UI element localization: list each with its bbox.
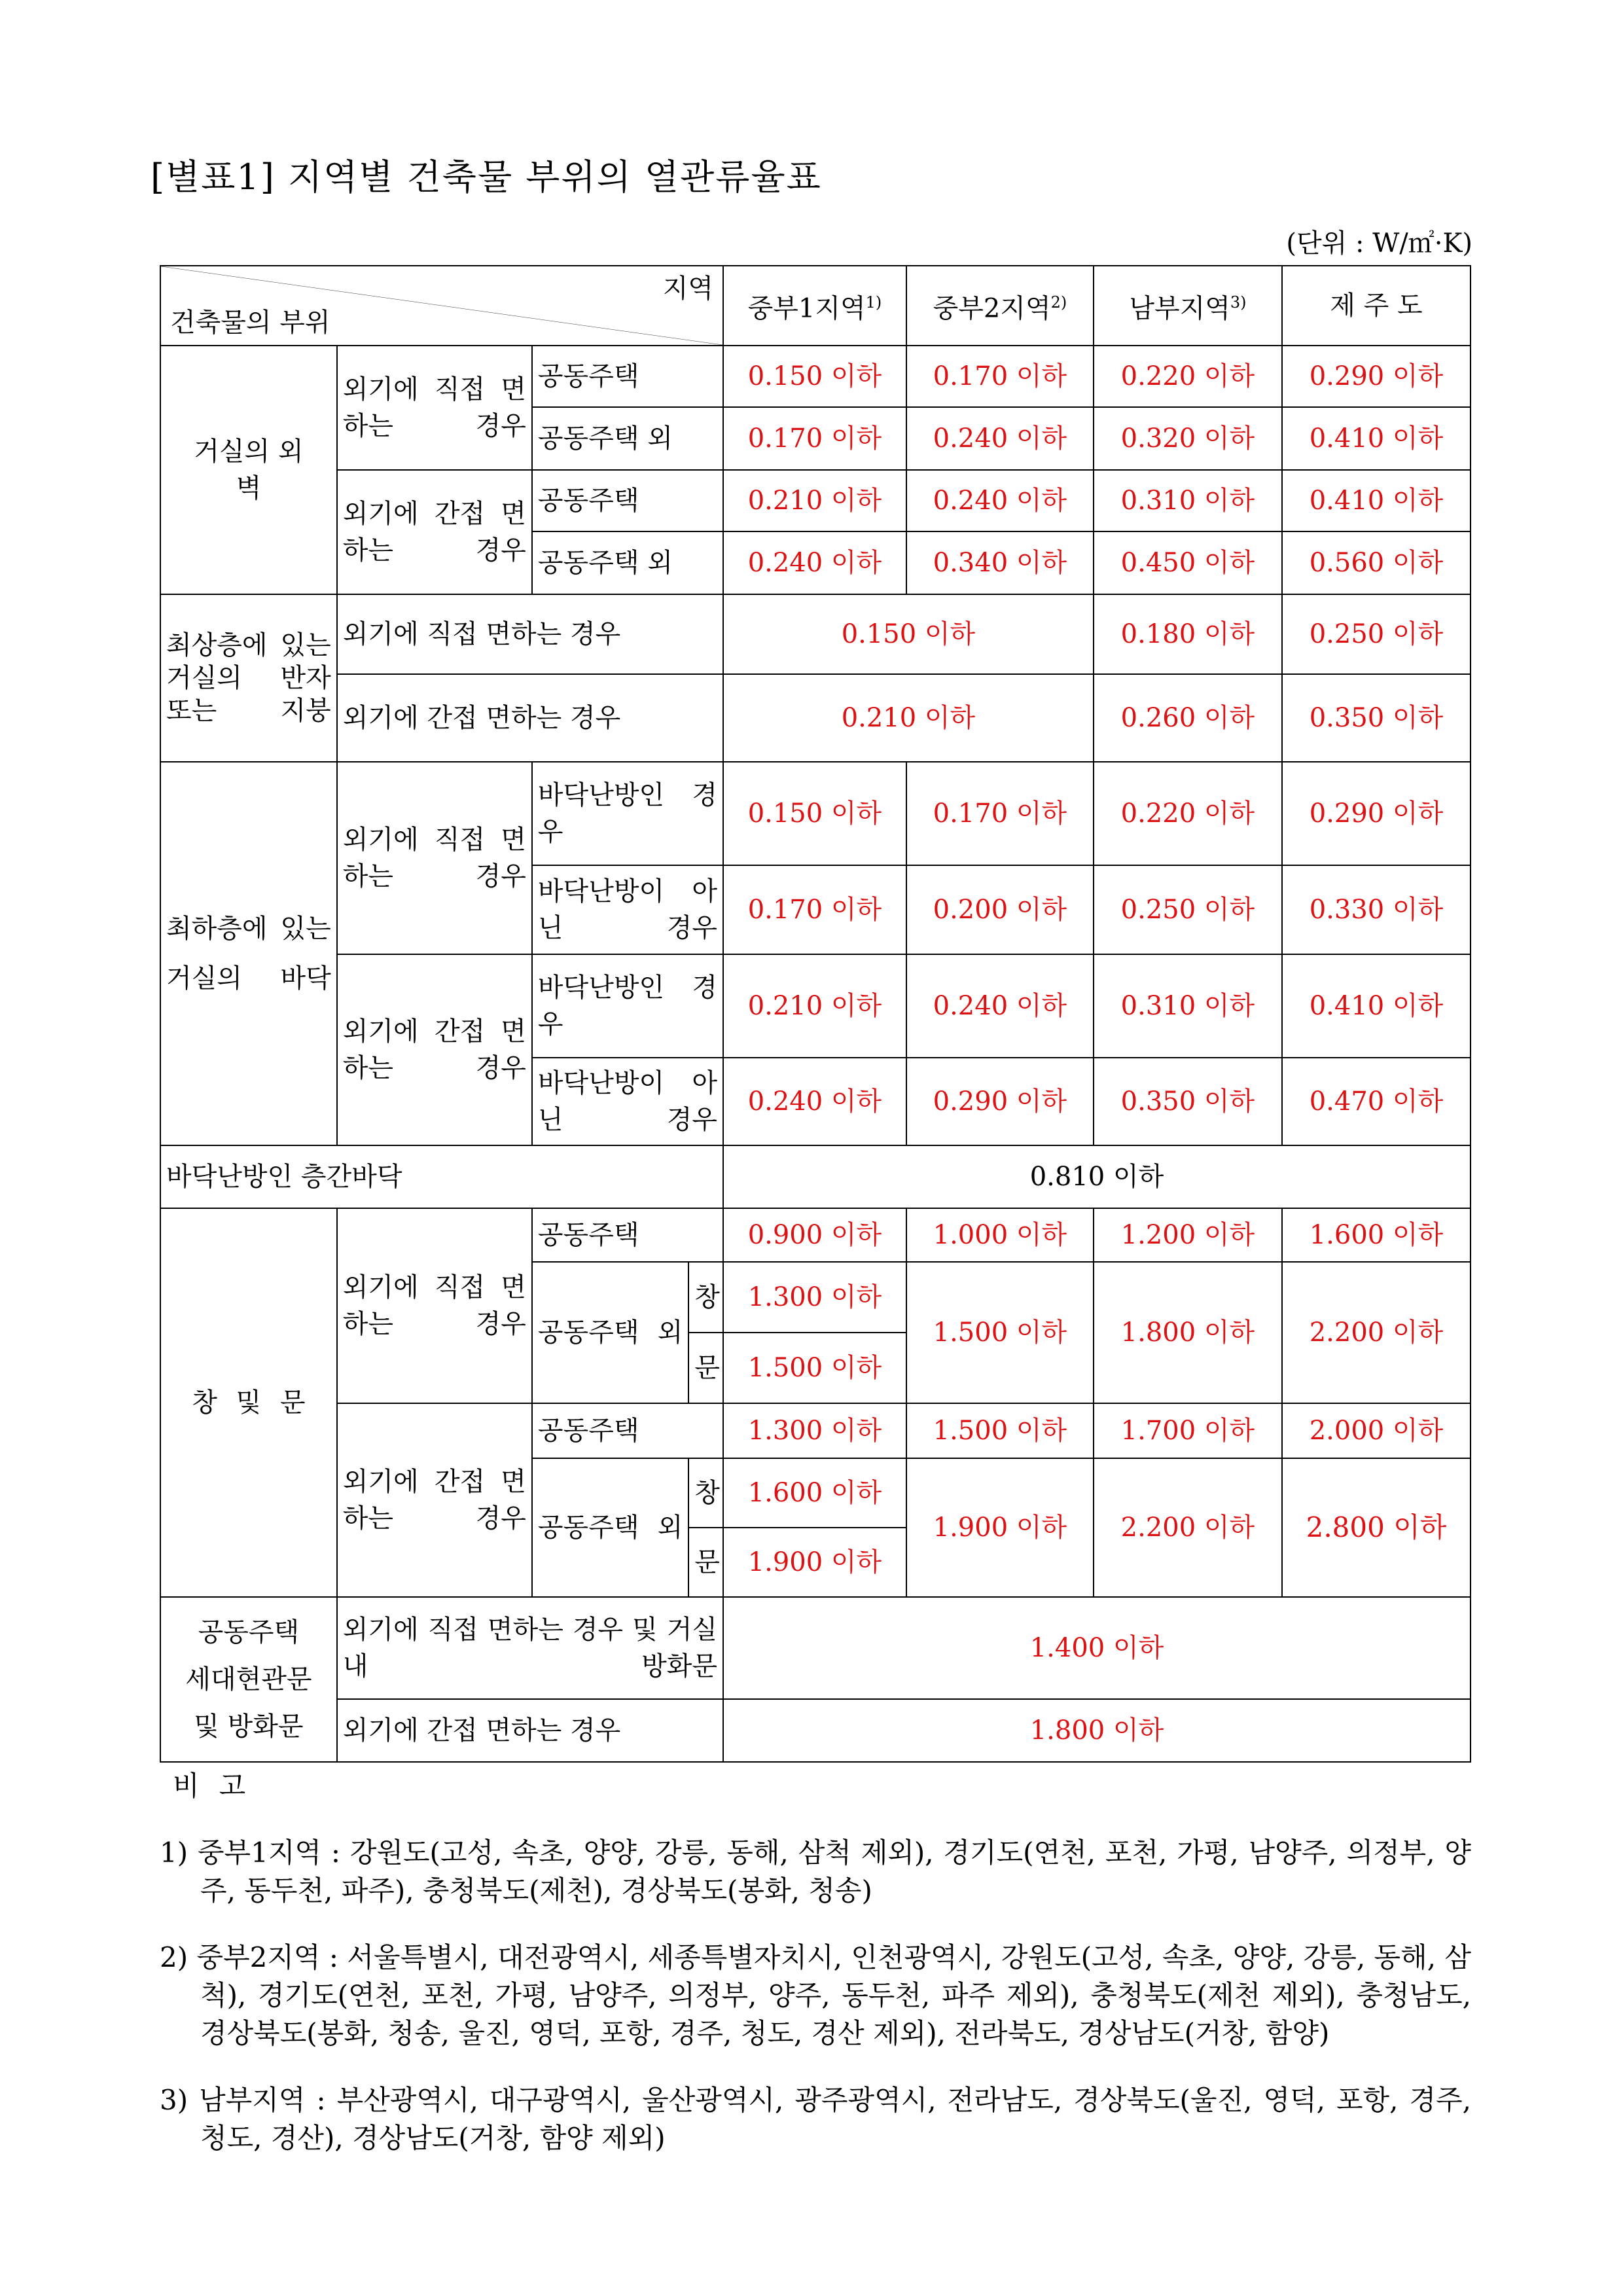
notes-heading: 비고	[173, 1770, 266, 1802]
value-cell: 1.300 이하	[723, 1262, 906, 1333]
header-region-1: 중부1지역$^{1)}$	[723, 266, 906, 346]
interfloor-label: 바닥난방인 층간바닥	[160, 1145, 723, 1208]
unit-label: (단위 : W/㎡·K)	[1286, 228, 1472, 259]
value-cell: 0.290 이하	[1282, 762, 1471, 865]
value-cell: 0.350 이하	[1094, 1058, 1282, 1145]
value-cell: 0.260 이하	[1094, 674, 1282, 762]
thermal-transmittance-table	[160, 265, 1471, 1763]
value-cell: 1.600 이하	[723, 1458, 906, 1528]
value-cell: 0.150 이하	[723, 762, 906, 865]
floor-unheated-label: 바닥난방이 아닌 경우	[532, 865, 723, 954]
value-cell: 1.500 이하	[723, 1333, 906, 1403]
value-cell: 0.320 이하	[1094, 407, 1282, 470]
value-cell: 0.210 이하	[723, 470, 906, 531]
value-cell: 0.250 이하	[1094, 865, 1282, 954]
floor-indirect-label: 외기에 간접 면하는 경우	[337, 954, 532, 1145]
value-cell: 0.900 이하	[723, 1208, 906, 1262]
windows-apt-label: 공동주택	[532, 1403, 723, 1458]
header-region-3: 남부지역$^{3)}$	[1094, 266, 1282, 346]
value-cell: 1.600 이하	[1282, 1208, 1471, 1262]
windows-apt-label: 공동주택	[532, 1208, 723, 1262]
value-cell: 1.500 이하	[906, 1403, 1094, 1458]
value-cell: 1.900 이하	[723, 1528, 906, 1597]
value-cell: 0.180 이하	[1094, 594, 1282, 674]
window-label: 창	[688, 1262, 723, 1333]
value-cell: 0.310 이하	[1094, 954, 1282, 1058]
value-cell: 0.470 이하	[1282, 1058, 1471, 1145]
note-item: 2) 중부2지역 : 서울특별시, 대전광역시, 세종특별자치시, 인천광역시, 강원도(고성, 속초, 양양, 강릉, 동해, 삼척), 경기도(연천, 포천, 가평, 남양주, 의정부, 양주, 동두천, 파주 제외), 충청북도(제천 제외), 충청남도, 경상북도(봉화, 청송, 울진, 영덕, 포항, 경주, 청도, 경산 제외), 전라북도, 경상남도(거창, 함양)	[160, 1941, 1472, 2049]
entrance-label-line: 공동주택	[198, 1617, 300, 1647]
value-cell: 0.240 이하	[906, 470, 1094, 531]
note-item: 3) 남부지역 : 부산광역시, 대구광역시, 울산광역시, 광주광역시, 전라남도, 경상북도(울진, 영덕, 포항, 경주, 청도, 경산), 경상남도(거창, 함양 제외)	[160, 2084, 1471, 2154]
value-cell: 0.170 이하	[723, 865, 906, 954]
value-cell: 0.240 이하	[906, 954, 1094, 1058]
windows-nonapt-label: 공동주택 외	[532, 1262, 688, 1403]
wall-indirect-label: 외기에 간접 면하는 경우	[337, 470, 532, 594]
value-cell: 1.800 이하	[723, 1699, 1471, 1762]
value-cell: 1.500 이하	[906, 1262, 1094, 1403]
value-cell: 0.240 이하	[723, 1058, 906, 1145]
door-label: 문	[688, 1333, 723, 1403]
windows-direct-label: 외기에 직접 면하는 경우	[337, 1208, 532, 1403]
value-cell: 0.240 이하	[906, 407, 1094, 470]
header-part-label: 건축물의 부위	[170, 308, 330, 338]
value-cell: 0.290 이하	[906, 1058, 1094, 1145]
header-region-label: 지역	[662, 274, 713, 304]
wall-apt-label: 공동주택	[532, 346, 723, 407]
windows-indirect-label: 외기에 간접 면하는 경우	[337, 1403, 532, 1597]
entrance-label-line: 세대현관문	[185, 1664, 312, 1695]
value-cell: 0.200 이하	[906, 865, 1094, 954]
value-cell: 0.170 이하	[906, 346, 1094, 407]
value-cell: 0.150 이하	[723, 594, 1094, 674]
value-cell: 1.200 이하	[1094, 1208, 1282, 1262]
header-diagonal-cell	[160, 266, 723, 346]
value-cell: 1.300 이하	[723, 1403, 906, 1458]
entrance-label-line: 및 방화문	[194, 1712, 304, 1742]
value-cell: 0.240 이하	[723, 531, 906, 594]
wall-label: 거실의 외벽	[160, 346, 337, 594]
floor-unheated-label: 바닥난방이 아닌 경우	[532, 1058, 723, 1145]
page-title: [별표1] 지역별 건축물 부위의 열관류율표	[151, 156, 822, 198]
value-cell: 1.400 이하	[723, 1597, 1471, 1699]
value-cell: 2.800 이하	[1282, 1458, 1471, 1597]
value-cell: 0.290 이하	[1282, 346, 1471, 407]
value-cell: 0.170 이하	[723, 407, 906, 470]
floor-heated-label: 바닥난방인 경우	[532, 762, 723, 865]
roof-direct-label: 외기에 직접 면하는 경우	[337, 594, 723, 674]
entrance-indirect-label: 외기에 간접 면하는 경우	[337, 1699, 723, 1762]
value-cell: 2.000 이하	[1282, 1403, 1471, 1458]
value-cell: 0.350 이하	[1282, 674, 1471, 762]
value-cell: 0.220 이하	[1094, 762, 1282, 865]
value-cell: 0.220 이하	[1094, 346, 1282, 407]
windows-nonapt-label: 공동주택 외	[532, 1458, 688, 1597]
value-cell: 0.450 이하	[1094, 531, 1282, 594]
notes-section	[160, 1767, 1471, 2157]
value-cell: 0.560 이하	[1282, 531, 1471, 594]
value-cell: 0.410 이하	[1282, 470, 1471, 531]
value-cell: 1.900 이하	[906, 1458, 1094, 1597]
value-cell: 1.800 이하	[1094, 1262, 1282, 1403]
value-cell: 2.200 이하	[1094, 1458, 1282, 1597]
wall-direct-label: 외기에 직접 면하는 경우	[337, 346, 532, 470]
value-cell: 0.170 이하	[906, 762, 1094, 865]
floor-label: 최하층에 있는 거실의 바닥	[160, 762, 337, 1145]
door-label: 문	[688, 1528, 723, 1597]
value-cell: 0.310 이하	[1094, 470, 1282, 531]
value-cell: 1.700 이하	[1094, 1403, 1282, 1458]
note-item: 1) 중부1지역 : 강원도(고성, 속초, 양양, 강릉, 동해, 삼척 제외), 경기도(연천, 포천, 가평, 남양주, 의정부, 양주, 동두천, 파주), 충청북도(제천), 경상북도(봉화, 청송)	[160, 1837, 1471, 1907]
value-cell: 0.410 이하	[1282, 407, 1471, 470]
interfloor-value: 0.810 이하	[723, 1145, 1471, 1208]
header-region-4: 제 주 도	[1282, 266, 1471, 346]
roof-indirect-label: 외기에 간접 면하는 경우	[337, 674, 723, 762]
wall-nonapt-label: 공동주택 외	[532, 407, 723, 470]
value-cell: 0.210 이하	[723, 954, 906, 1058]
window-label: 창	[688, 1458, 723, 1528]
value-cell: 0.410 이하	[1282, 954, 1471, 1058]
entrance-direct-label: 외기에 직접 면하는 경우 및 거실 내 방화문	[337, 1597, 723, 1699]
value-cell: 0.210 이하	[723, 674, 1094, 762]
entrance-label	[160, 1597, 337, 1762]
wall-apt-label: 공동주택	[532, 470, 723, 531]
value-cell: 0.150 이하	[723, 346, 906, 407]
floor-direct-label: 외기에 직접 면하는 경우	[337, 762, 532, 954]
roof-label: 최상층에 있는 거실의 반자 또는 지붕	[160, 594, 337, 762]
value-cell: 0.340 이하	[906, 531, 1094, 594]
value-cell: 0.250 이하	[1282, 594, 1471, 674]
value-cell: 0.330 이하	[1282, 865, 1471, 954]
floor-heated-label: 바닥난방인 경우	[532, 954, 723, 1058]
wall-nonapt-label: 공동주택 외	[532, 531, 723, 594]
value-cell: 2.200 이하	[1282, 1262, 1471, 1403]
windows-label: 창 및 문	[160, 1208, 337, 1597]
value-cell: 1.000 이하	[906, 1208, 1094, 1262]
header-region-2: 중부2지역$^{2)}$	[906, 266, 1094, 346]
